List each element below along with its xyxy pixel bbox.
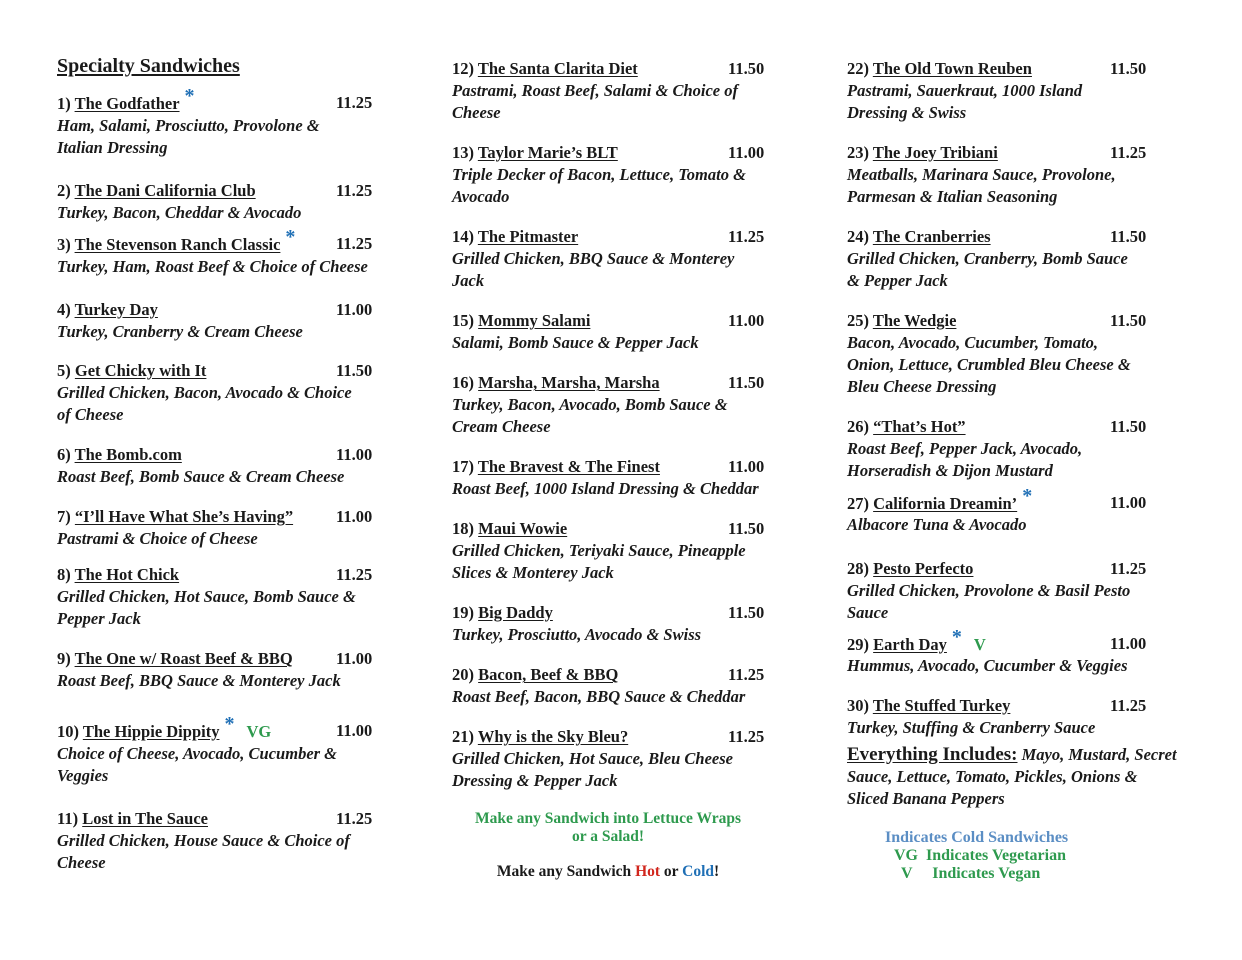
item-number: 17) bbox=[452, 457, 474, 476]
item-price: 11.50 bbox=[1110, 311, 1147, 330]
item-number: 16) bbox=[452, 373, 474, 392]
hot-cold-post: ! bbox=[714, 863, 720, 880]
item-price: 11.25 bbox=[336, 93, 373, 112]
item-description: Ham, Salami, Prosciutto, Provolone & Italian Dressing bbox=[57, 116, 320, 157]
item-description: Triple Decker of Bacon, Lettuce, Tomato & Avocado bbox=[452, 165, 746, 206]
item-description: Turkey, Bacon, Avocado, Bomb Sauce & Cream Cheese bbox=[452, 395, 728, 436]
item-price: 11.25 bbox=[336, 181, 373, 200]
item-description: Choice of Cheese, Avocado, Cucumber & Veggies bbox=[57, 744, 338, 785]
menu-item bbox=[847, 416, 1182, 482]
item-name: Taylor Marie’s BLT bbox=[477, 143, 618, 162]
item-price: 11.50 bbox=[728, 59, 765, 78]
item-description: Grilled Chicken, BBQ Sauce & Monterey Jack bbox=[452, 249, 735, 290]
item-description: Roast Beef, Bacon, BBQ Sauce & Cheddar bbox=[452, 687, 746, 706]
menu-item-header bbox=[452, 372, 787, 394]
menu-item bbox=[57, 85, 392, 159]
menu-item bbox=[452, 372, 787, 438]
item-name: Maui Wowie bbox=[478, 519, 568, 538]
menu-item bbox=[57, 180, 392, 224]
item-number: 12) bbox=[452, 59, 474, 78]
includes-text: Mayo, Mustard, Secret Sauce, Lettuce, Tomato, Pickles, Onions & Sliced Banana Peppers bbox=[847, 745, 1177, 808]
cold-star-icon: * bbox=[951, 626, 962, 648]
hot-cold-mid: or bbox=[660, 863, 683, 880]
item-name: The Wedgie bbox=[872, 311, 957, 330]
item-price: 11.50 bbox=[728, 373, 765, 392]
menu-item bbox=[452, 142, 787, 208]
item-price: 11.50 bbox=[1110, 417, 1147, 436]
item-name: “I’ll Have What She’s Having” bbox=[74, 507, 294, 526]
includes-lead: Everything Includes: bbox=[847, 744, 1018, 765]
item-number: 13) bbox=[452, 143, 474, 162]
legend-cold: Indicates Cold Sandwiches bbox=[885, 829, 1069, 846]
item-price: 11.50 bbox=[336, 361, 373, 380]
item-number: 23) bbox=[847, 143, 869, 162]
item-name: Turkey Day bbox=[74, 300, 158, 319]
item-name: The Joey Tribiani bbox=[872, 143, 998, 162]
menu-item bbox=[452, 602, 787, 646]
item-price: 11.50 bbox=[728, 519, 765, 538]
item-name: Why is the Sky Bleu? bbox=[477, 727, 629, 746]
item-name: Marsha, Marsha, Marsha bbox=[478, 373, 660, 392]
menu-item-header bbox=[847, 142, 1182, 164]
item-description: Turkey, Bacon, Cheddar & Avocado bbox=[57, 203, 302, 222]
item-number: 22) bbox=[847, 59, 869, 78]
menu-item bbox=[847, 226, 1182, 292]
menu-item-header bbox=[452, 518, 787, 540]
menu-item-header bbox=[847, 58, 1182, 80]
menu-item bbox=[57, 713, 392, 787]
item-number: 26) bbox=[847, 417, 869, 436]
item-price: 11.00 bbox=[1110, 634, 1147, 653]
menu-item-header bbox=[847, 695, 1182, 717]
menu-item bbox=[452, 456, 787, 500]
item-number: 14) bbox=[452, 227, 474, 246]
menu-item-header bbox=[57, 444, 392, 466]
item-number: 30) bbox=[847, 696, 869, 715]
menu-item bbox=[452, 58, 787, 124]
menu-item-header bbox=[452, 664, 787, 686]
menu-item-header bbox=[452, 456, 787, 478]
menu-item-header bbox=[452, 602, 787, 624]
menu-item-header bbox=[452, 226, 787, 248]
lettuce-wrap-line2: or a Salad! bbox=[571, 828, 645, 845]
item-description: Pastrami & Choice of Cheese bbox=[57, 529, 258, 548]
menu-item bbox=[57, 360, 392, 426]
item-price: 11.00 bbox=[336, 507, 373, 526]
item-name: The Stevenson Ranch Classic bbox=[74, 235, 281, 254]
menu-item-header bbox=[57, 713, 392, 742]
item-price: 11.25 bbox=[1110, 559, 1147, 578]
menu-item bbox=[452, 726, 787, 792]
item-description: Grilled Chicken, Hot Sauce, Bomb Sauce & Pepper Jack bbox=[57, 587, 356, 628]
diet-badge: V bbox=[973, 635, 986, 654]
item-price: 11.50 bbox=[1110, 227, 1147, 246]
menu-item bbox=[57, 444, 392, 488]
cold-star-icon: * bbox=[184, 85, 195, 107]
item-price: 11.25 bbox=[336, 234, 373, 253]
item-number: 21) bbox=[452, 727, 474, 746]
item-number: 7) bbox=[57, 507, 71, 526]
item-price: 11.25 bbox=[1110, 143, 1147, 162]
menu-item bbox=[847, 485, 1182, 536]
item-name: Bacon, Beef & BBQ bbox=[478, 665, 619, 684]
cold-star-icon: * bbox=[224, 713, 235, 735]
item-number: 4) bbox=[57, 300, 71, 319]
item-number: 18) bbox=[452, 519, 474, 538]
item-name: The Pitmaster bbox=[477, 227, 579, 246]
item-price: 11.25 bbox=[1110, 696, 1147, 715]
item-description: Albacore Tuna & Avocado bbox=[847, 515, 1027, 534]
item-description: Hummus, Avocado, Cucumber & Veggies bbox=[847, 656, 1128, 675]
item-number: 15) bbox=[452, 311, 474, 330]
item-description: Pastrami, Sauerkraut, 1000 Island Dressing & Swiss bbox=[847, 81, 1083, 122]
menu-item-header bbox=[57, 85, 392, 114]
item-price: 11.00 bbox=[728, 311, 765, 330]
menu-item bbox=[57, 506, 392, 550]
item-number: 28) bbox=[847, 559, 869, 578]
item-name: The Dani California Club bbox=[74, 181, 256, 200]
menu-item-header bbox=[452, 142, 787, 164]
cold-star-icon: * bbox=[285, 226, 296, 248]
menu-item bbox=[57, 226, 392, 278]
item-number: 27) bbox=[847, 494, 869, 513]
cold-word: Cold bbox=[682, 863, 715, 880]
menu-item-header bbox=[57, 564, 392, 586]
item-price: 11.25 bbox=[336, 809, 373, 828]
item-price: 11.00 bbox=[336, 721, 373, 740]
item-name: The Stuffed Turkey bbox=[872, 696, 1011, 715]
item-number: 29) bbox=[847, 635, 869, 654]
item-name: The Godfather bbox=[74, 94, 180, 113]
menu-item bbox=[847, 310, 1182, 398]
item-name: The Bravest & The Finest bbox=[477, 457, 660, 476]
menu-item-header bbox=[57, 506, 392, 528]
menu-item-header bbox=[57, 180, 392, 202]
menu-item-header bbox=[847, 416, 1182, 438]
item-description: Roast Beef, Pepper Jack, Avocado, Horseradish & Dijon Mustard bbox=[847, 439, 1083, 480]
menu-item bbox=[57, 564, 392, 630]
menu-item-header bbox=[847, 226, 1182, 248]
item-number: 24) bbox=[847, 227, 869, 246]
item-description: Grilled Chicken, Bacon, Avocado & Choice of Cheese bbox=[57, 383, 352, 424]
item-number: 25) bbox=[847, 311, 869, 330]
item-price: 11.00 bbox=[728, 143, 765, 162]
item-number: 5) bbox=[57, 361, 71, 380]
item-name: Big Daddy bbox=[478, 603, 553, 622]
item-name: The Hippie Dippity bbox=[82, 722, 220, 741]
item-name: Mommy Salami bbox=[478, 311, 591, 330]
legend-vegan: V Indicates Vegan bbox=[901, 865, 1041, 882]
menu-item-header bbox=[847, 558, 1182, 580]
item-number: 3) bbox=[57, 235, 71, 254]
item-price: 11.25 bbox=[336, 565, 373, 584]
item-price: 11.00 bbox=[336, 445, 373, 464]
item-number: 19) bbox=[452, 603, 474, 622]
menu-item-header bbox=[57, 648, 392, 670]
item-number: 6) bbox=[57, 445, 71, 464]
item-price: 11.25 bbox=[728, 727, 765, 746]
menu-item bbox=[57, 808, 392, 874]
menu-item bbox=[847, 558, 1182, 624]
menu-item-header bbox=[847, 310, 1182, 332]
item-description: Salami, Bomb Sauce & Pepper Jack bbox=[452, 333, 699, 352]
item-description: Grilled Chicken, Cranberry, Bomb Sauce & Pepper Jack bbox=[847, 249, 1128, 290]
item-name: Get Chicky with It bbox=[74, 361, 207, 380]
item-price: 11.50 bbox=[1110, 59, 1147, 78]
menu-item-header bbox=[452, 726, 787, 748]
menu-item-header bbox=[57, 226, 392, 255]
item-name: Pesto Perfecto bbox=[873, 559, 974, 578]
menu-item bbox=[452, 226, 787, 292]
item-number: 20) bbox=[452, 665, 474, 684]
menu-item bbox=[57, 648, 392, 692]
item-name: The Old Town Reuben bbox=[872, 59, 1032, 78]
item-description: Bacon, Avocado, Cucumber, Tomato, Onion, Lettuce, Crumbled Bleu Cheese & Bleu Cheese Dressing bbox=[847, 333, 1131, 396]
item-name: Earth Day bbox=[873, 635, 947, 654]
hot-cold-pre: Make any Sandwich bbox=[496, 863, 636, 880]
item-description: Roast Beef, Bomb Sauce & Cream Cheese bbox=[57, 467, 345, 486]
item-description: Roast Beef, BBQ Sauce & Monterey Jack bbox=[57, 671, 341, 690]
hot-word: Hot bbox=[635, 863, 661, 880]
item-number: 2) bbox=[57, 181, 71, 200]
item-price: 11.25 bbox=[728, 227, 765, 246]
diet-badge: VG bbox=[246, 722, 272, 741]
item-name: Lost in The Sauce bbox=[82, 809, 208, 828]
menu-item-header bbox=[847, 485, 1182, 514]
page-title: Specialty Sandwiches bbox=[57, 55, 240, 77]
item-price: 11.00 bbox=[336, 649, 373, 668]
item-name: The One w/ Roast Beef & BBQ bbox=[74, 649, 293, 668]
lettuce-wrap-note bbox=[447, 810, 769, 846]
item-description: Grilled Chicken, Teriyaki Sauce, Pineapple Slices & Monterey Jack bbox=[452, 541, 746, 582]
item-name: California Dreamin’ bbox=[873, 494, 1018, 513]
hot-cold-note bbox=[447, 863, 769, 881]
item-price: 11.50 bbox=[728, 603, 765, 622]
menu-item-header bbox=[57, 360, 392, 382]
item-description: Grilled Chicken, House Sauce & Choice of Cheese bbox=[57, 831, 350, 872]
item-description: Turkey, Prosciutto, Avocado & Swiss bbox=[452, 625, 702, 644]
menu-item-header bbox=[847, 626, 1182, 655]
item-description: Grilled Chicken, Provolone & Basil Pesto Sauce bbox=[847, 581, 1131, 622]
item-number: 9) bbox=[57, 649, 71, 668]
item-number: 1) bbox=[57, 94, 71, 113]
item-name: The Santa Clarita Diet bbox=[477, 59, 638, 78]
everything-includes bbox=[847, 744, 1177, 810]
legend bbox=[885, 829, 1105, 883]
menu-item-header bbox=[57, 299, 392, 321]
cold-star-icon: * bbox=[1022, 485, 1033, 507]
menu-item bbox=[847, 142, 1182, 208]
item-description: Grilled Chicken, Hot Sauce, Bleu Cheese Dressing & Pepper Jack bbox=[452, 749, 733, 790]
item-price: 11.00 bbox=[336, 300, 373, 319]
menu-item-header bbox=[452, 310, 787, 332]
menu-item bbox=[847, 626, 1182, 677]
lettuce-wrap-line1: Make any Sandwich into Lettuce Wraps bbox=[475, 810, 741, 827]
item-description: Meatballs, Marinara Sauce, Provolone, Parmesan & Italian Seasoning bbox=[847, 165, 1116, 206]
item-price: 11.00 bbox=[1110, 493, 1147, 512]
item-description: Pastrami, Roast Beef, Salami & Choice of Cheese bbox=[452, 81, 739, 122]
item-description: Turkey, Stuffing & Cranberry Sauce bbox=[847, 718, 1096, 737]
item-number: 10) bbox=[57, 722, 79, 741]
menu-item bbox=[452, 664, 787, 708]
item-number: 8) bbox=[57, 565, 71, 584]
item-description: Roast Beef, 1000 Island Dressing & Cheddar bbox=[452, 479, 759, 498]
menu-item bbox=[57, 299, 392, 343]
item-description: Turkey, Cranberry & Cream Cheese bbox=[57, 322, 303, 341]
item-description: Turkey, Ham, Roast Beef & Choice of Cheese bbox=[57, 257, 368, 276]
menu-item bbox=[452, 310, 787, 354]
item-name: “That’s Hot” bbox=[873, 417, 966, 436]
menu-item bbox=[847, 58, 1182, 124]
legend-vegetarian: VG Indicates Vegetarian bbox=[894, 847, 1066, 864]
item-price: 11.25 bbox=[728, 665, 765, 684]
menu-item-header bbox=[452, 58, 787, 80]
item-name: The Cranberries bbox=[872, 227, 991, 246]
menu-item bbox=[847, 695, 1182, 739]
menu-item-header bbox=[57, 808, 392, 830]
item-price: 11.00 bbox=[728, 457, 765, 476]
menu-item bbox=[452, 518, 787, 584]
item-number: 11) bbox=[57, 809, 79, 828]
item-name: The Bomb.com bbox=[74, 445, 182, 464]
item-name: The Hot Chick bbox=[74, 565, 180, 584]
